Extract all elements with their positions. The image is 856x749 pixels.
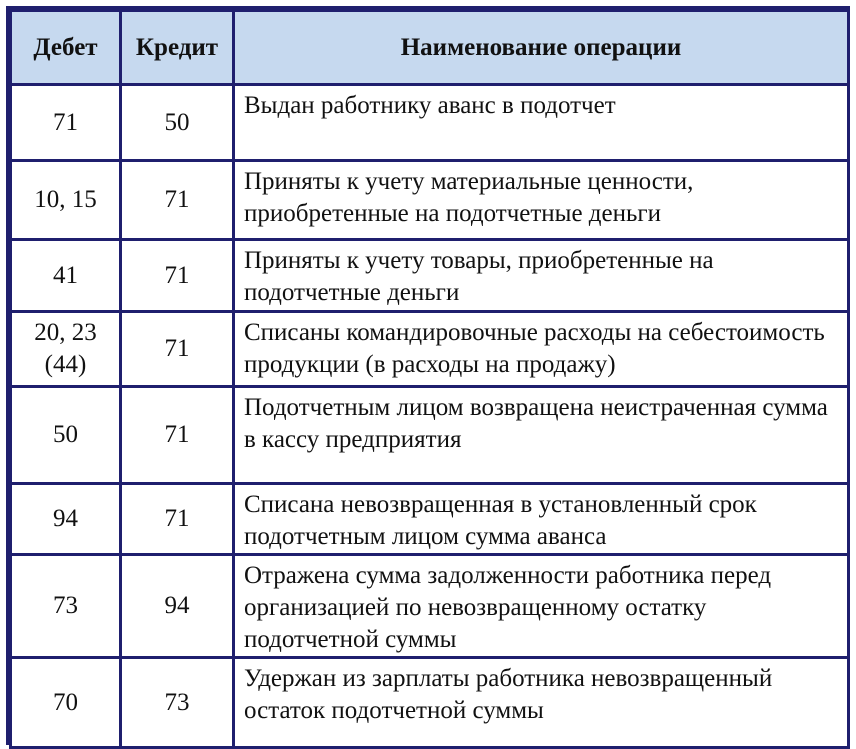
debit-cell: 50 [11, 387, 121, 484]
credit-cell: 94 [121, 555, 234, 658]
credit-cell: 71 [121, 161, 234, 240]
credit-cell: 71 [121, 312, 234, 387]
debit-cell: 73 [11, 555, 121, 658]
table-row [11, 484, 849, 555]
operation-cell: Подотчетным лицом возвращена неистраченная сумма в кассу предприятия [234, 387, 849, 484]
operation-cell: Отражена сумма задолженности работника перед организацией по невозвращенному остатку подотчетной суммы [234, 555, 849, 658]
credit-cell: 71 [121, 387, 234, 484]
operation-cell: Приняты к учету материальные ценности, приобретенные на подотчетные деньги [234, 161, 849, 240]
table-row [11, 387, 849, 484]
header-credit: Кредит [121, 11, 234, 85]
accounting-entries-table [9, 9, 850, 749]
table-row [11, 312, 849, 387]
credit-cell: 71 [121, 484, 234, 555]
debit-cell: 10, 15 [11, 161, 121, 240]
debit-cell: 70 [11, 658, 121, 748]
header-operation: Наименование операции [234, 11, 849, 85]
debit-cell [11, 312, 121, 387]
table-row [11, 555, 849, 658]
table-row [11, 161, 849, 240]
header-debit: Дебет [11, 11, 121, 85]
operation-cell: Выдан работнику аванс в подотчет [234, 85, 849, 161]
operation-cell: Приняты к учету товары, приобретенные на подотчетные деньги [234, 240, 849, 312]
table-row [11, 85, 849, 161]
debit-cell: 94 [11, 484, 121, 555]
debit-value: 20, 23 [34, 319, 97, 346]
accounting-entries-table-frame [6, 6, 850, 745]
credit-cell: 50 [121, 85, 234, 161]
debit-cell: 41 [11, 240, 121, 312]
operation-cell: Удержан из зарплаты работника невозвращенный остаток подотчетной суммы [234, 658, 849, 748]
credit-cell: 71 [121, 240, 234, 312]
operation-cell: Списана невозвращенная в установленный срок подотчетным лицом сумма аванса [234, 484, 849, 555]
debit-cell: 71 [11, 85, 121, 161]
table-row [11, 658, 849, 748]
debit-extra-value: (44) [44, 351, 87, 378]
header-row [11, 11, 849, 85]
credit-cell: 73 [121, 658, 234, 748]
table-row [11, 240, 849, 312]
operation-cell: Списаны командировочные расходы на себестоимость продукции (в расходы на продажу) [234, 312, 849, 387]
